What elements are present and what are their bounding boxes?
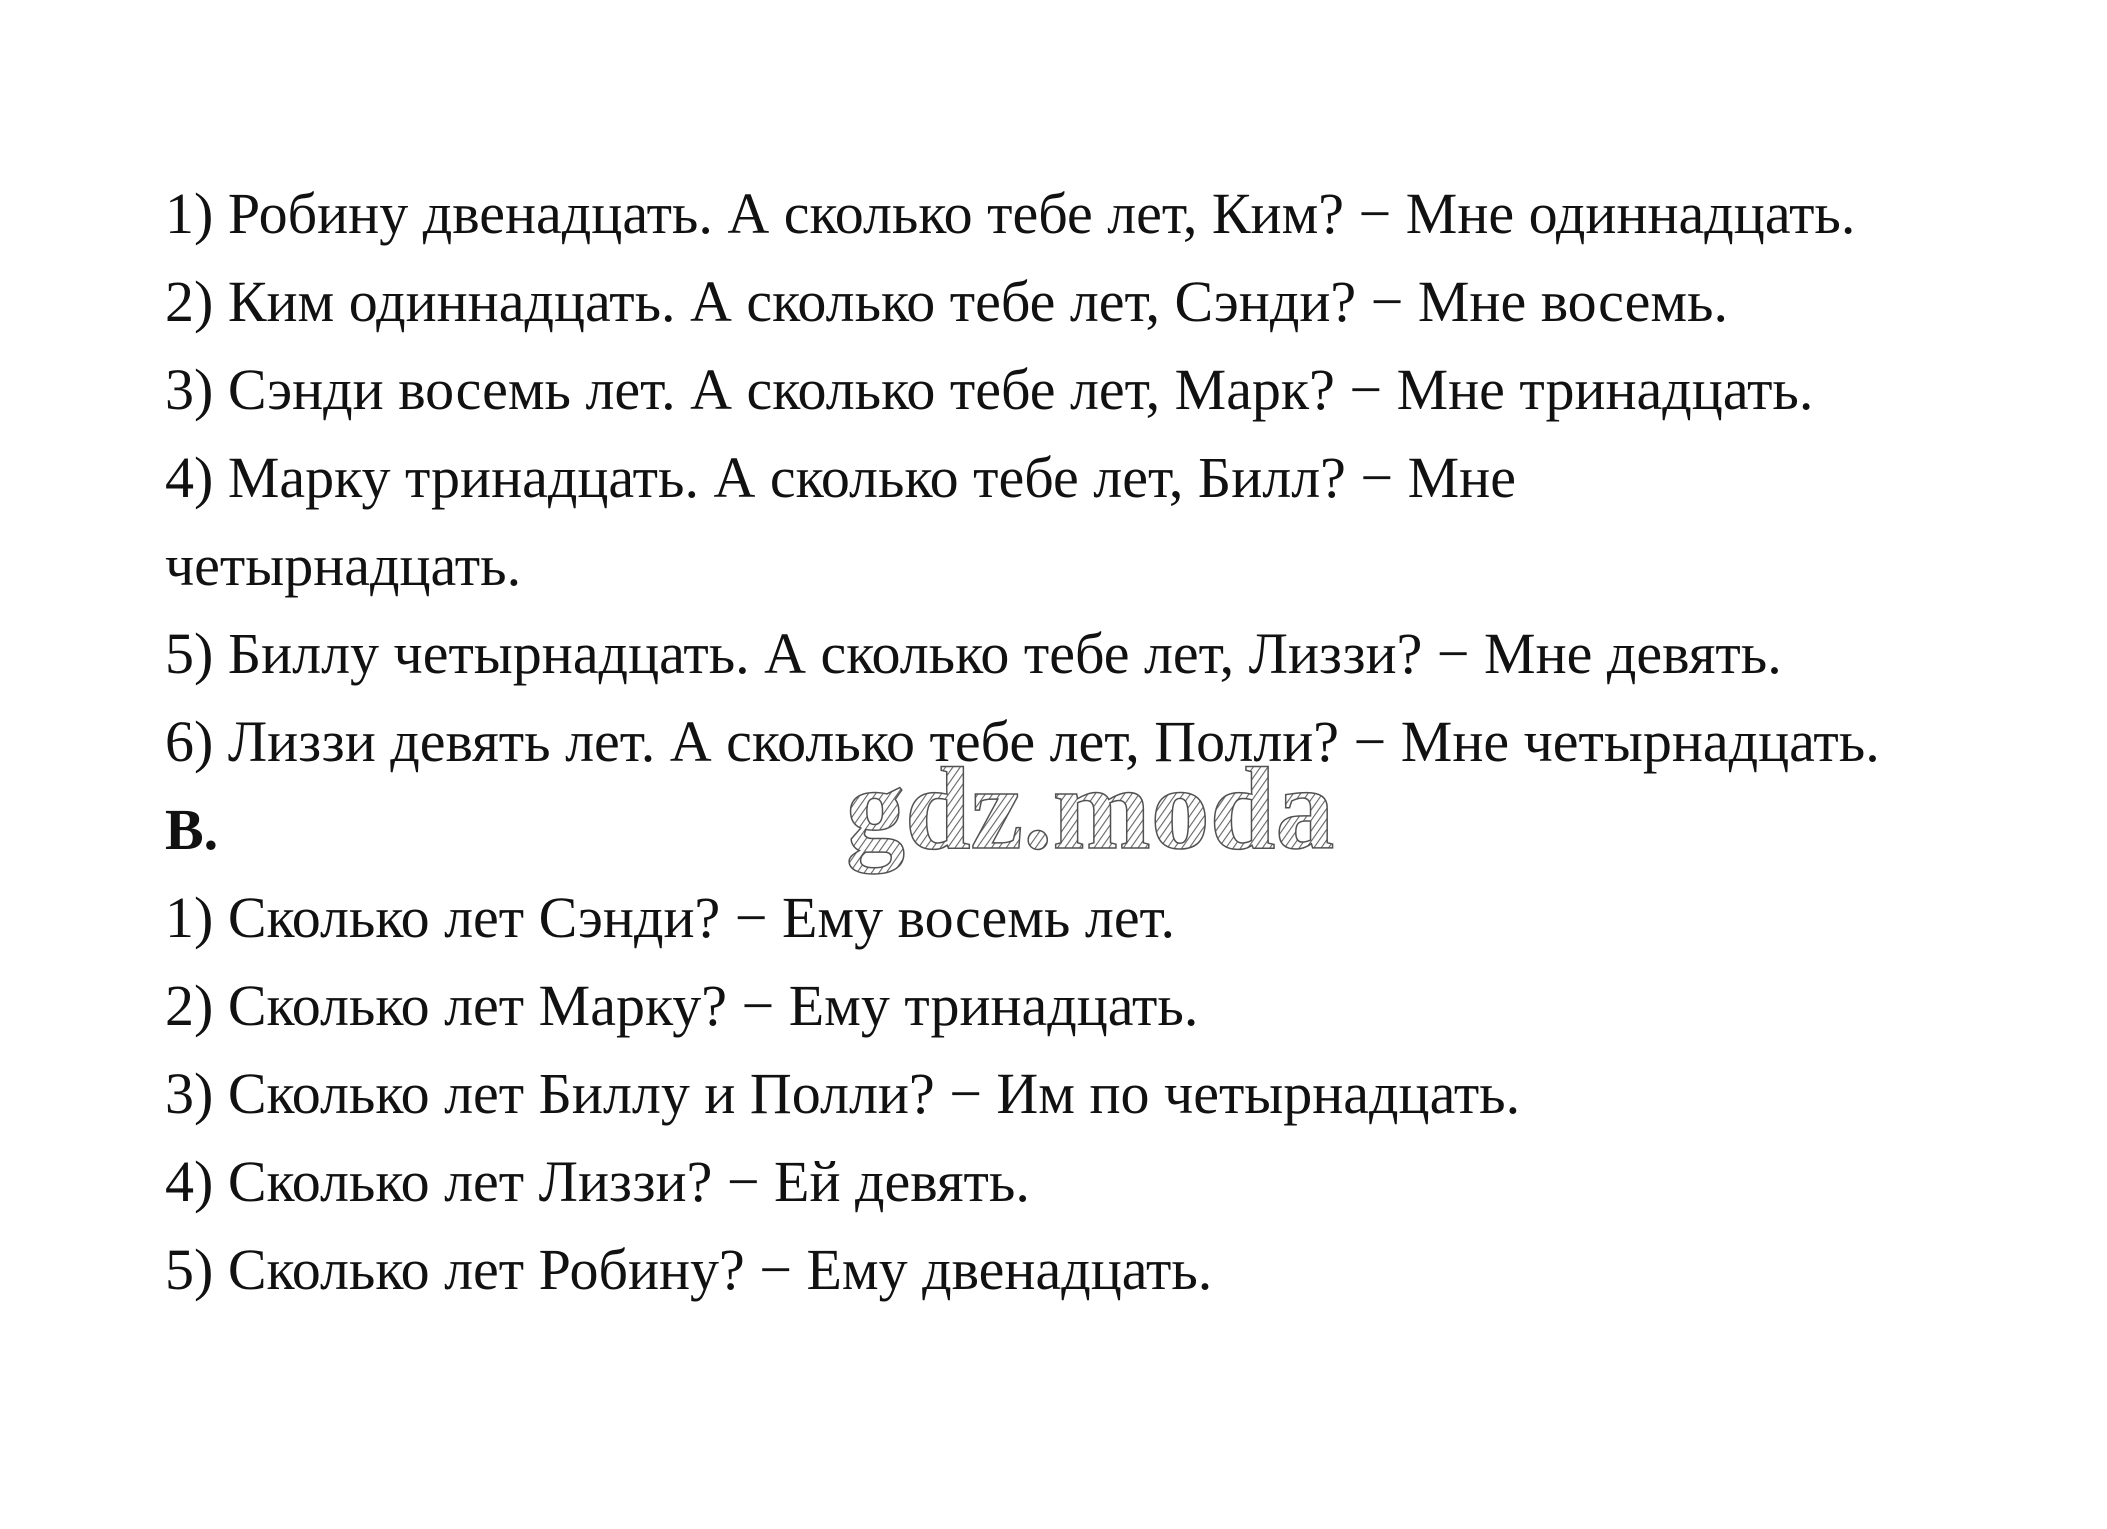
answer-line: 1) Сколько лет Сэнди? − Ему восемь лет. — [165, 885, 1176, 950]
answer-line: 3) Сколько лет Биллу и Полли? − Им по четырнадцать. — [165, 1061, 1521, 1126]
section-b-heading: B. — [165, 797, 219, 862]
answer-line: 6) Лиззи девять лет. А сколько тебе лет, Полли? − Мне четырнадцать. — [165, 709, 1880, 774]
answer-line-continuation: четырнадцать. — [165, 533, 522, 598]
document-content — [165, 170, 2005, 1314]
answer-line: 4) Марку тринадцать. А сколько тебе лет, Билл? − Мне — [165, 445, 1516, 510]
answer-line: 5) Биллу четырнадцать. А сколько тебе лет, Лиззи? − Мне девять. — [165, 621, 1782, 686]
answer-line: 3) Сэнди восемь лет. А сколько тебе лет, Марк? − Мне тринадцать. — [165, 357, 1814, 422]
answer-line: 2) Ким одиннадцать. А сколько тебе лет, Сэнди? − Мне восемь. — [165, 269, 1728, 334]
svg-text:gdz.moda: gdz.moda — [846, 760, 1335, 874]
answer-line: 2) Сколько лет Марку? − Ему тринадцать. — [165, 973, 1199, 1038]
answer-line: 1) Робину двенадцать. А сколько тебе лет, Ким? − Мне одиннадцать. — [165, 181, 1856, 246]
watermark-logo — [840, 760, 1460, 890]
answer-line: 4) Сколько лет Лиззи? − Ей девять. — [165, 1149, 1030, 1214]
answer-line: 5) Сколько лет Робину? − Ему двенадцать. — [165, 1237, 1213, 1302]
